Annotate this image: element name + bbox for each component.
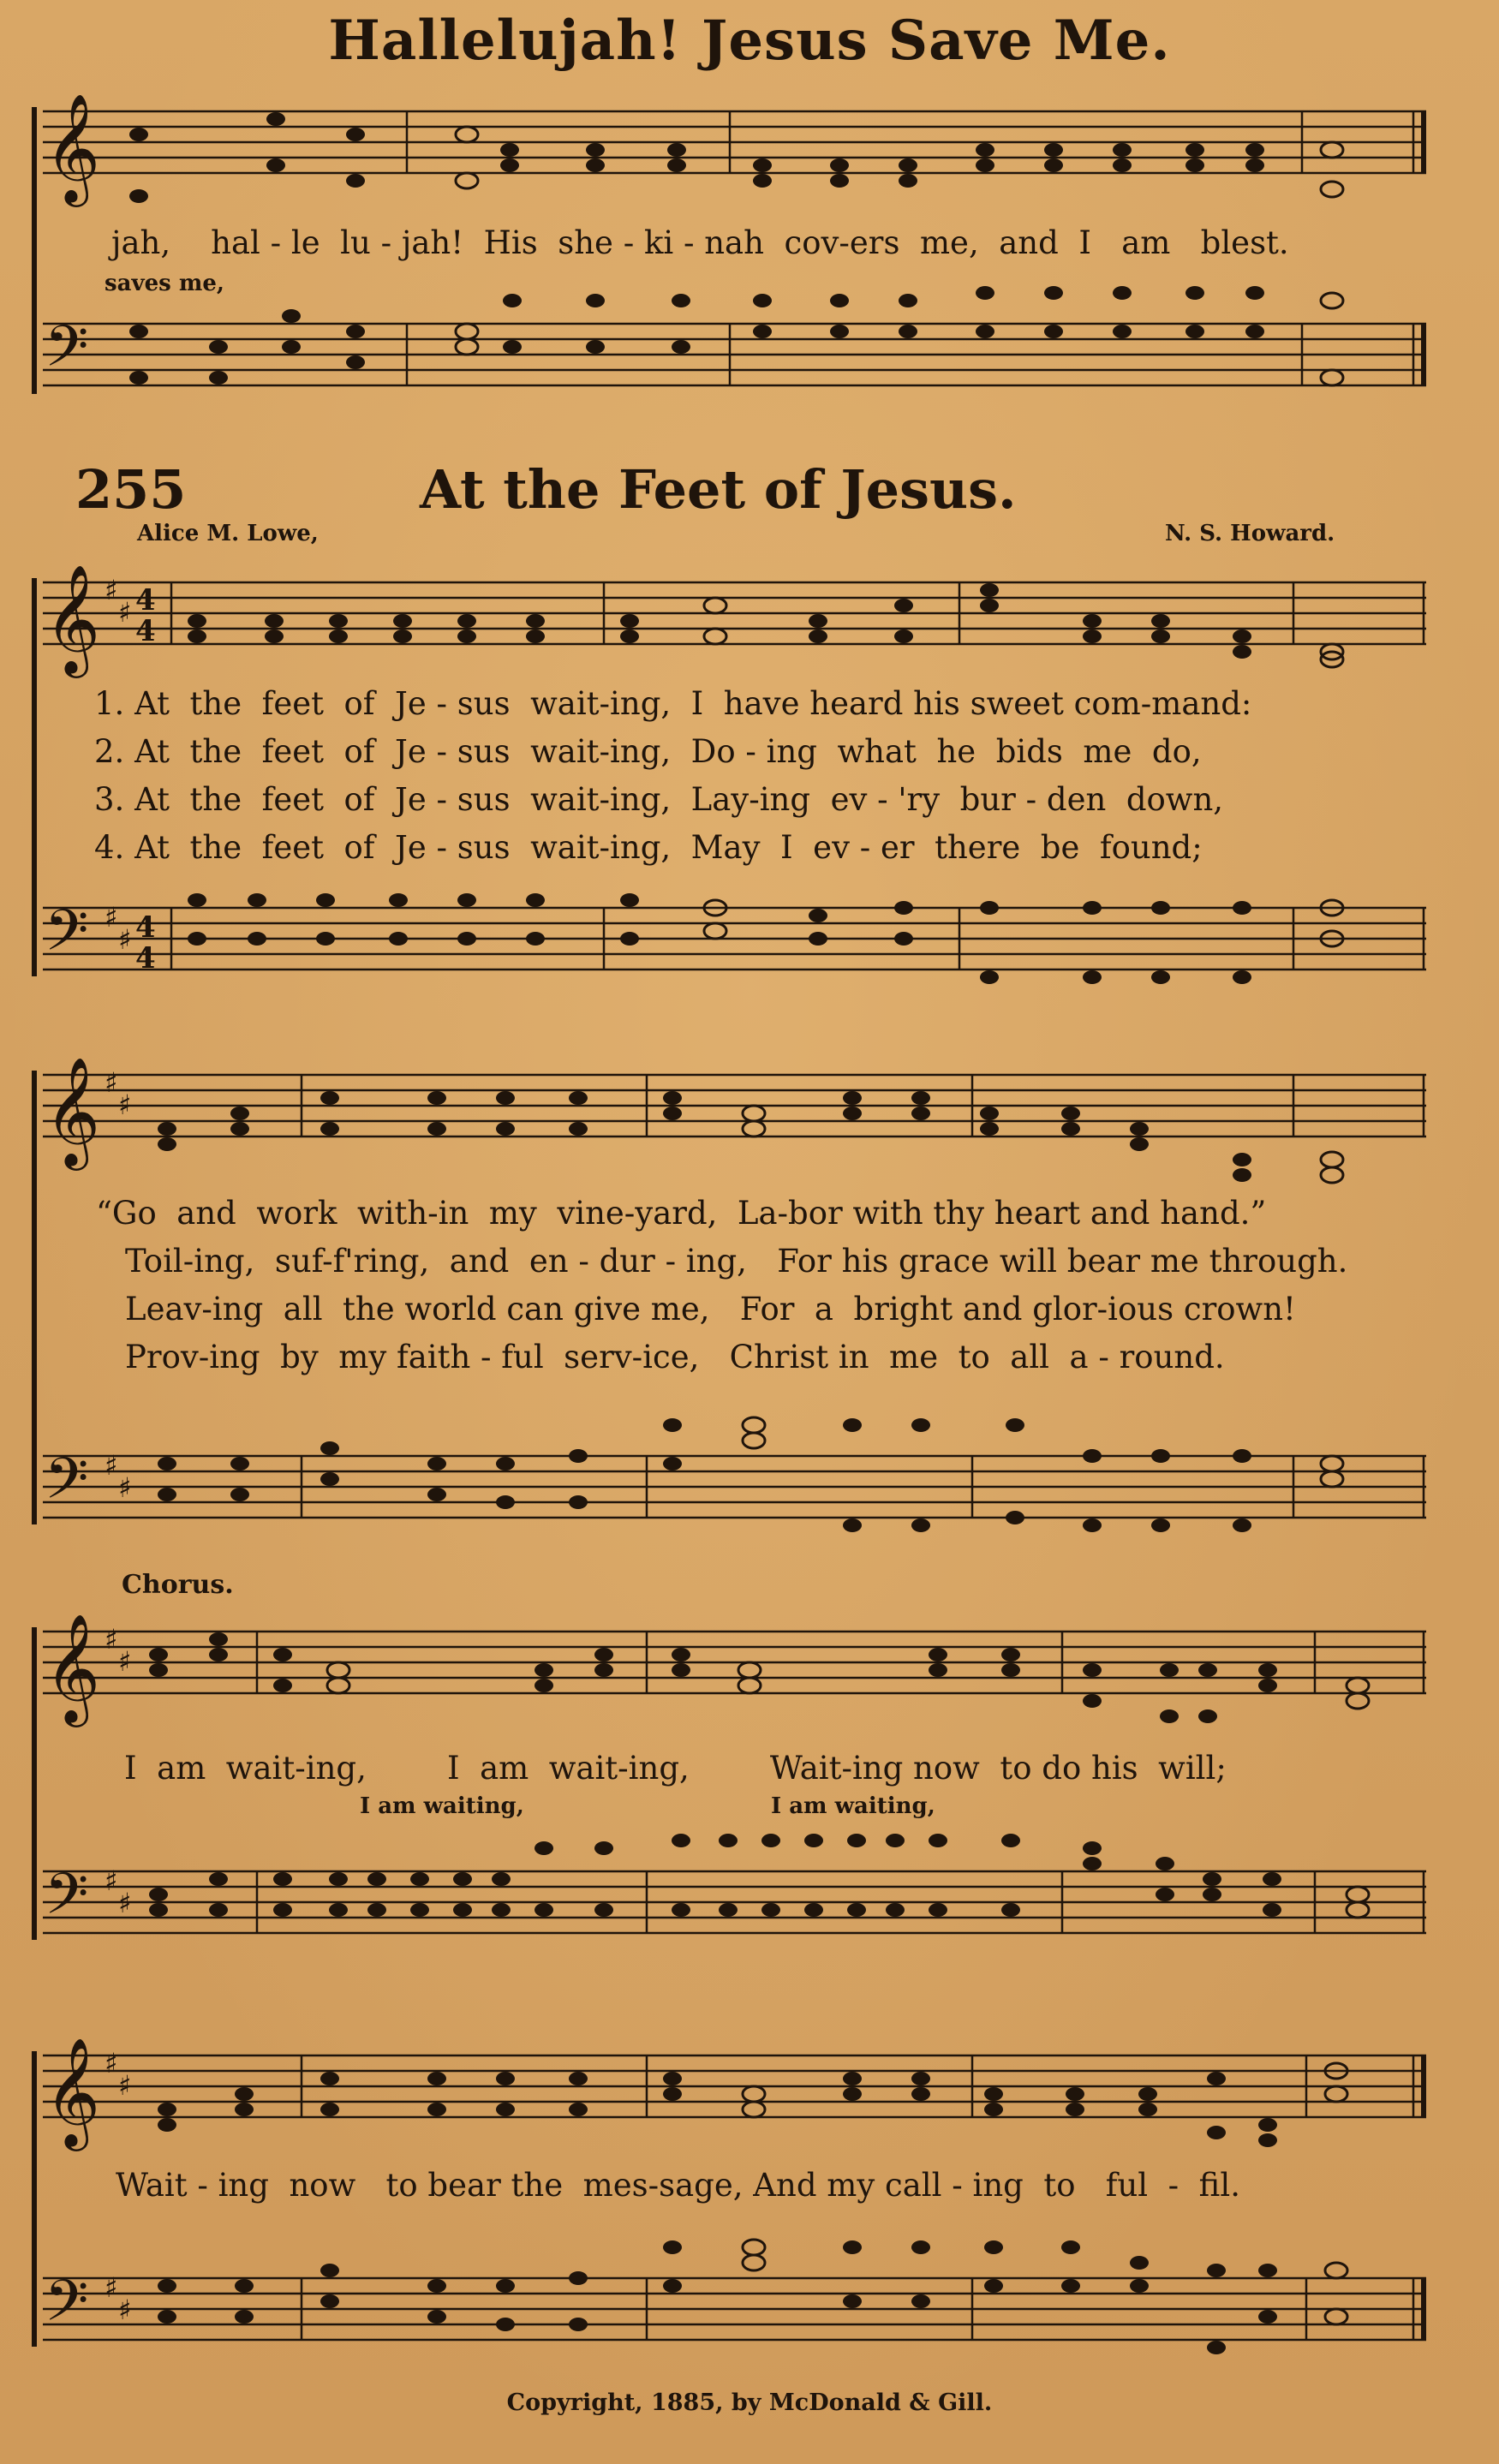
bass-clef-icon: 𝄢 (45, 2268, 89, 2348)
verse-line-3b: Leav-ing all the world can give me, For a bright and glor-ious crown! (125, 1291, 1296, 1327)
verse-line-4a: 4. At the feet of Je - sus wait-ing, May I ev - er there be found; (94, 829, 1203, 866)
bass-clef-icon: 𝄢 (45, 898, 89, 977)
chorus-line-2: Wait - ing now to bear the mes-sage, And my call - ing to ful - fil. (116, 2167, 1240, 2204)
chorus-label: Chorus. (122, 1570, 234, 1600)
time-signature: 4 (135, 910, 156, 945)
hymn-title: At the Feet of Jesus. (420, 458, 1017, 521)
sharp-icon: ♯ (105, 901, 118, 934)
previous-hymn-lyric: jah, hal - le lu - jah! His she - ki - nah cov-ers me, and I am blest. (111, 224, 1289, 261)
sharp-icon: ♯ (118, 1089, 132, 1121)
sharp-icon: ♯ (105, 1623, 118, 1656)
hymn-author: Alice M. Lowe, (137, 521, 319, 546)
copyright-notice: Copyright, 1885, by McDonald & Gill. (506, 2389, 993, 2416)
sharp-icon: ♯ (105, 1864, 118, 1897)
sharp-icon: ♯ (105, 1449, 118, 1482)
verse-line-4b: Prov-ing by my faith - ful serv-ice, Christ in me to all a - round. (125, 1339, 1225, 1375)
sharp-icon: ♯ (118, 923, 132, 956)
treble-clef-icon: 𝄞 (45, 564, 101, 673)
svg-text:4: 4 (135, 614, 156, 648)
bass-clef-icon: 𝄢 (45, 313, 89, 393)
treble-clef-icon: 𝄞 (45, 1056, 101, 1166)
sharp-icon: ♯ (118, 1645, 132, 1678)
sharp-icon: ♯ (105, 2047, 118, 2079)
hymn-number: 255 (75, 458, 187, 521)
treble-clef-icon: 𝄞 (45, 2037, 101, 2146)
verse-line-1a: 1. At the feet of Je - sus wait-ing, I have heard his sweet com-mand: (94, 685, 1252, 722)
chorus-small-lyric-2: I am waiting, (771, 1793, 935, 1819)
verse-line-1b: “Go and work with-in my vine-yard, La-bor with thy heart and hand.” (96, 1195, 1267, 1232)
time-signature: 4 (135, 583, 156, 617)
previous-hymn-title: Hallelujah! Jesus Save Me. (328, 9, 1171, 73)
bass-clef-icon: 𝄢 (45, 1446, 89, 1525)
sharp-icon: ♯ (118, 1471, 132, 1504)
treble-clef-icon: 𝄞 (45, 1613, 101, 1722)
sharp-icon: ♯ (105, 2271, 118, 2304)
chorus-line-1: I am wait-ing, I am wait-ing, Wait-ing now to do his will; (124, 1750, 1227, 1787)
bass-clef-icon: 𝄢 (45, 1861, 89, 1941)
svg-text:4: 4 (135, 941, 156, 975)
verse-line-2a: 2. At the feet of Je - sus wait-ing, Do - ing what he bids me do, (94, 733, 1202, 770)
sharp-icon: ♯ (105, 1066, 118, 1099)
sharp-icon: ♯ (105, 574, 118, 606)
verse-line-2b: Toil-ing, suf-f'ring, and en - dur - ing, For his grace will bear me through. (125, 1243, 1348, 1280)
sharp-icon: ♯ (118, 596, 132, 629)
hymn-composer: N. S. Howard. (1165, 521, 1335, 546)
sharp-icon: ♯ (118, 2069, 132, 2102)
sharp-icon: ♯ (118, 2294, 132, 2326)
verse-line-3a: 3. At the feet of Je - sus wait-ing, Lay-ing ev - 'ry bur - den down, (94, 781, 1224, 818)
sharp-icon: ♯ (118, 1887, 132, 1919)
previous-hymn-small-lyric: saves me, (105, 271, 224, 296)
treble-clef-icon: 𝄞 (45, 92, 101, 202)
chorus-small-lyric-1: I am waiting, (360, 1793, 524, 1819)
